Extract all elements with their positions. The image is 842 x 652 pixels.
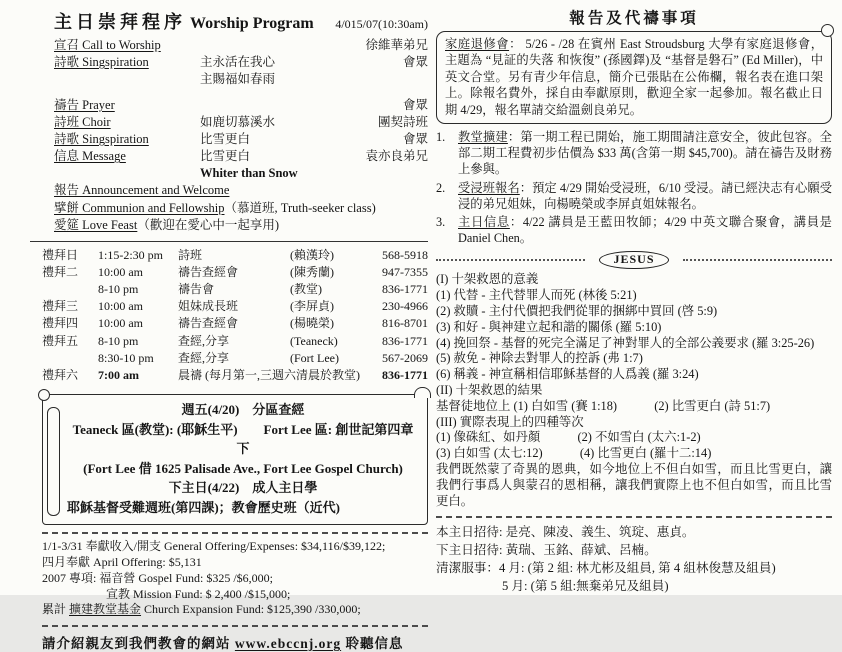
usher-line: 下主日招待: 黃瑞、玉銘、薛斌、呂楠。	[436, 543, 657, 558]
outline-line: (3) 和好 - 與神建立起和諧的關係 (羅 5:10)	[436, 319, 662, 334]
program-who: 會眾	[402, 132, 428, 146]
activity-cell: 禱告查經會	[178, 264, 239, 279]
program-who: 徐維華弟兄	[365, 38, 428, 52]
website-link[interactable]: www.ebccnj.org	[234, 636, 342, 652]
phone-cell: 568-5918	[382, 247, 428, 262]
spacer	[54, 88, 428, 97]
phone-cell: 816-8701	[382, 316, 428, 331]
activity-cell: 查經,分享	[178, 333, 230, 348]
day-cell: 禮拜三	[42, 299, 79, 314]
program-row	[54, 54, 428, 71]
scroll-ring-icon	[38, 389, 50, 401]
table-row	[42, 350, 428, 367]
bible-study-scroll-panel	[42, 394, 428, 525]
program-who: 會眾	[402, 98, 428, 112]
jesus-fish-icon: JESUS	[599, 251, 668, 269]
program-label: 擘餅 Communion and Fellowship	[54, 200, 225, 215]
program-row	[54, 114, 428, 131]
item-number: 1.	[436, 130, 446, 145]
service-duty-list	[436, 523, 832, 595]
item-text: ：4/22 講員是王藍田牧師；4/29 中英文聯合聚會，講員是 Daniel Chen。	[458, 215, 832, 246]
outline-line: (I) 十架救恩的意義	[436, 272, 539, 287]
program-item	[200, 97, 322, 114]
outline-line: (2) 救贖 - 主付代價把我們從罪的捆綁中買回 (啓 5:9)	[436, 304, 718, 319]
time-cell: 10:00 am	[98, 264, 143, 279]
outline-line: (II) 十架救恩的結果	[436, 383, 543, 398]
program-row	[54, 217, 428, 235]
scroll-line: (Fort Lee 借 1625 Palisade Ave., Fort Lee Gospel Church)	[83, 460, 403, 476]
program-row	[54, 148, 428, 165]
program-item	[200, 37, 322, 54]
list-item	[436, 129, 832, 178]
time-cell: 8-10 pm	[98, 281, 139, 296]
program-label: 信息 Message	[54, 149, 126, 163]
outline-line: (1) 代替 - 主代替罪人而死 (林後 5:21)	[436, 288, 637, 303]
program-row	[54, 71, 428, 88]
pin-icon	[821, 24, 834, 37]
contact-cell: (Fort Lee)	[290, 350, 339, 365]
time-cell: 8:30-10 pm	[98, 350, 154, 365]
item-number: 3.	[436, 215, 446, 230]
outline-line: (III) 實際表現上的四種等次	[436, 414, 584, 429]
offering-summary	[42, 539, 428, 618]
scroll-heading: 週五(4/20) 分區查經	[181, 402, 305, 418]
item-label: 受浸班報名	[458, 180, 520, 195]
day-cell: 禮拜五	[42, 333, 79, 348]
outline-paragraph: 我們既然蒙了奇異的恩典，如今地位上不但白如雪，而且比雪更白，讓我們行事爲人與蒙召的恩相稱，讓我們實際上也不但白如雪，而且比雪更白。	[436, 462, 832, 508]
list-item	[436, 214, 832, 246]
program-item: 如鹿切慕溪水	[200, 115, 276, 129]
day-cell: 禮拜四	[42, 316, 79, 331]
activity-cell: 晨禱 (每月第一,三週六清晨於教堂)	[178, 367, 360, 382]
announcement-list	[436, 129, 832, 246]
program-list	[54, 37, 428, 235]
offering-line: 累計 擴建教堂基金 Church Expansion Fund: $125,390 /330,000;	[42, 602, 361, 617]
activity-cell: 禱告查經會	[178, 316, 239, 331]
activity-cell: 詩班	[178, 247, 203, 262]
phone-cell: 836-1771	[382, 333, 428, 348]
contact-cell: (李屏貞)	[290, 299, 334, 314]
time-cell: 10:00 am	[98, 316, 143, 331]
contact-cell: (Teaneck)	[290, 333, 338, 348]
program-label: 詩班 Choir	[54, 115, 111, 129]
contact-cell: (賴漢玲)	[290, 247, 334, 262]
table-row	[42, 281, 428, 298]
program-row	[54, 165, 428, 182]
time-cell: 10:00 am	[98, 299, 143, 314]
usher-line: 清潔服事：4 月: (第 2 組: 林尤彬及組員, 第 4 組林俊慧及組員)	[436, 561, 776, 576]
item-text: ：預定 4/29 開始受浸班，6/10 受浸。請已經決志有心願受浸的弟兄姐妹，向楊曉榮或李屏貞姐妹報名。	[458, 180, 832, 211]
program-who: 袁亦良弟兄	[365, 149, 428, 163]
program-label: 愛筵 Love Feast	[54, 218, 138, 232]
program-label: 報告 Announcement and Welcome	[54, 183, 230, 197]
dashed-divider	[42, 625, 428, 627]
item-number: 2.	[436, 180, 446, 195]
outline-line: (6) 稱義 - 神宣稱相信耶穌基督的人爲義 (羅 3:24)	[436, 367, 699, 382]
scroll-line: 耶穌基督受難週班(第四課)；教會歷史班（近代)	[67, 499, 340, 515]
program-item: 比雪更白	[200, 149, 251, 163]
program-row	[54, 37, 428, 54]
retreat-announcement-box	[436, 31, 832, 124]
day-cell: 禮拜日	[42, 247, 79, 262]
table-row	[42, 333, 428, 350]
page-title-zh: 主日崇拜程序	[54, 12, 186, 32]
website-invite-line: 請介紹親友到我們教會的網站 www.ebccnj.org 聆聽信息	[42, 636, 404, 652]
scroll-line: Teaneck 區(教堂): (耶穌生平) Fort Lee 區: 創世記第四章下	[72, 421, 414, 457]
jesus-fish-divider	[436, 251, 832, 269]
offering-line: 2007 專項: 福音營 Gospel Fund: $325 /$6,000;	[42, 570, 274, 585]
sermon-outline	[436, 272, 832, 509]
outline-line: (3) 白如雪 (太七:12) (4) 比雪更白 (羅十二:14)	[436, 446, 712, 461]
program-who: 團契詩班	[377, 115, 428, 129]
day-cell: 禮拜二	[42, 264, 79, 279]
program-label: 詩歌 Singspiration	[54, 132, 149, 146]
table-row	[42, 264, 428, 281]
outline-line: (1) 像硃紅、如丹顏 (2) 不如雪白 (太六:1-2)	[436, 430, 701, 445]
program-row	[54, 200, 428, 218]
item-label: 教堂擴建	[458, 130, 508, 145]
squiggle-line	[683, 259, 832, 261]
list-item	[436, 180, 832, 212]
item-label: 主日信息	[458, 215, 510, 230]
activity-cell: 禱告會	[178, 281, 215, 296]
squiggle-line	[436, 259, 585, 261]
table-row	[42, 298, 428, 315]
activity-cell: 姐妹成長班	[178, 299, 239, 314]
retreat-text: ： 5/26 - /28 在賓州 East Stroudsburg 大學有家庭退修會， 主題為 “見証的失落 和恢復” (孫國鐸)及 “基督是磐石” (Ed Miller)，中英文合堂。另有青少年信息，簡介已張貼在公佈欄，報名表在進口架上。除報名費外，採自由奉獻原則，歡迎全家一起參加。報名截止日期 4/29，報名單請交給溫劍良弟兄。	[445, 37, 823, 117]
time-cell: 8-10 pm	[98, 333, 139, 348]
service-date: 4/015/07(10:30am)	[335, 17, 428, 31]
contact-cell: (楊曉榮)	[290, 316, 334, 331]
worship-program-column	[30, 8, 428, 652]
retreat-label: 家庭退修會	[445, 37, 510, 51]
program-item: Whiter than Snow	[200, 166, 298, 180]
scroll-roll-icon	[47, 407, 60, 516]
phone-cell: 230-4966	[382, 299, 428, 314]
offering-line: 宣教 Mission Fund: $ 2,400 /$15,000;	[106, 586, 291, 601]
program-header	[30, 8, 428, 34]
offering-line: 1/1-3/31 奉獻收入/開支 General Offering/Expenses: $34,116/$39,122;	[42, 539, 386, 554]
program-row	[54, 131, 428, 148]
phone-cell: 836-1771	[382, 281, 428, 296]
item-text: ：第一期工程已開始，施工期間請注意安全，彼此包容。全部二期工程費初步估價為 $33 萬(含第一期 $45,700)。請在禱告及財務上參與。	[458, 130, 832, 177]
weekly-schedule-table	[42, 247, 428, 385]
offering-line: 四月奉獻 April Offering: $5,131	[42, 554, 202, 569]
table-row	[42, 367, 428, 384]
outline-line: (4) 挽回祭 - 基督的死完全滿足了神對罪人的全部公義要求 (羅 3:25-26)	[436, 335, 815, 350]
phone-cell: 567-2069	[382, 350, 428, 365]
announcements-title: 報告及代禱事項	[569, 10, 699, 27]
program-who: 會眾	[402, 55, 428, 69]
scroll-curl-icon	[414, 387, 431, 398]
usher-line: 5 月: (第 5 組:無棄弟兄及組員)	[502, 579, 669, 594]
page-title-en: Worship Program	[190, 15, 314, 32]
time-cell: 7:00 am	[98, 367, 139, 382]
table-row	[42, 247, 428, 264]
program-row	[54, 182, 428, 200]
program-label: 禱告 Prayer	[54, 98, 115, 112]
program-row	[54, 97, 428, 114]
activity-cell: 查經,分享	[178, 350, 230, 365]
program-item: 主賜福如春雨	[200, 72, 276, 86]
dashed-divider	[42, 532, 428, 534]
divider	[30, 241, 428, 242]
contact-cell: (陳秀蘭)	[290, 264, 334, 279]
outline-line: 基督徒地位上 (1) 白如雪 (賽 1:18) (2) 比雪更白 (詩 51:7)	[436, 398, 771, 413]
scroll-heading: 下主日(4/22) 成人主日學	[168, 480, 318, 496]
phone-cell: 836-1771	[382, 367, 428, 382]
program-label: 宣召 Call to Worship	[54, 38, 161, 52]
time-cell: 1:15-2:30 pm	[98, 247, 163, 262]
phone-cell: 947-7355	[382, 264, 428, 279]
program-note: （歡迎在愛心中一起享用)	[137, 218, 279, 232]
contact-cell: (教堂)	[290, 281, 322, 296]
outline-line: (5) 赦免 - 神除去對罪人的控訴 (弗 1:7)	[436, 351, 643, 366]
program-label: 詩歌 Singspiration	[54, 55, 149, 69]
announcements-column	[436, 6, 832, 595]
table-row	[42, 315, 428, 332]
dashed-divider	[436, 516, 832, 518]
program-item: 主永活在我心	[200, 55, 276, 69]
usher-line: 本主日招待: 是亮、陳凌、義生、筑琔、惠貞。	[436, 525, 695, 540]
program-note: （慕道班, Truth-seeker class)	[224, 200, 376, 215]
program-item: 比雪更白	[200, 132, 251, 146]
day-cell: 禮拜六	[42, 367, 79, 382]
